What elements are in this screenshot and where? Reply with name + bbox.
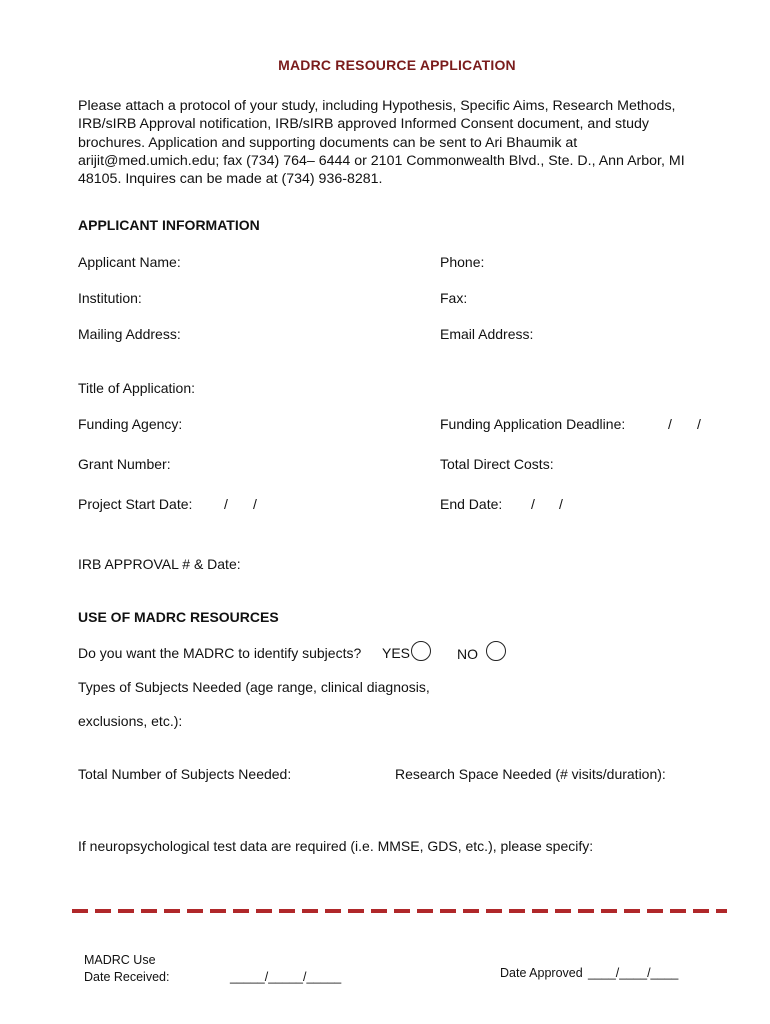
resources-heading: USE OF MADRC RESOURCES (78, 609, 279, 625)
email-address-label: Email Address: (440, 326, 534, 342)
fax-label: Fax: (440, 290, 468, 306)
date-slash: / (668, 416, 672, 432)
section-divider (72, 909, 727, 913)
direct-costs-label: Total Direct Costs: (440, 456, 554, 472)
madrc-use-label: MADRC Use (84, 953, 156, 967)
funding-agency-label: Funding Agency: (78, 416, 183, 432)
identify-subjects-question: Do you want the MADRC to identify subjects? (78, 645, 362, 661)
project-start-date-label: Project Start Date: (78, 496, 193, 512)
applicant-name-label: Applicant Name: (78, 254, 181, 270)
total-subjects-label: Total Number of Subjects Needed: (78, 766, 292, 782)
applicant-heading: APPLICANT INFORMATION (78, 217, 260, 233)
date-approved-label: Date Approved (500, 966, 583, 980)
mailing-address-label: Mailing Address: (78, 326, 181, 342)
institution-label: Institution: (78, 290, 142, 306)
subject-types-label: Types of Subjects Needed (age range, clinical diagnosis, (78, 679, 430, 695)
date-received-blank: _____/_____/_____ (230, 970, 342, 984)
end-date-label: End Date: (440, 496, 503, 512)
no-label: NO (457, 646, 478, 662)
date-received-label: Date Received: (84, 970, 170, 984)
irb-approval-label: IRB APPROVAL # & Date: (78, 556, 241, 572)
intro-paragraph: Please attach a protocol of your study, including Hypothesis, Specific Aims, Research Methods, IRB/sIRB Approval notification, IRB/sIRB approved Informed Consent document, and study brochures. Application and supporting documents can be sent to Ari Bhaumik at arijit@med.umich.edu; fax (734) 764– 6444 or 2101 Commonwealth Blvd., Ste. D., Ann Arbor, MI 48105. Inquires can be made at (734) 936-8281. (78, 98, 685, 188)
funding-deadline-label: Funding Application Deadline: (440, 416, 626, 432)
date-slash: / (224, 496, 228, 512)
application-title-label: Title of Application: (78, 380, 195, 396)
research-space-label: Research Space Needed (# visits/duration): (395, 766, 666, 782)
yes-label: YES (382, 645, 411, 661)
subject-types-label-continued: exclusions, etc.): (78, 713, 183, 729)
date-slash: / (697, 416, 701, 432)
date-slash: / (531, 496, 535, 512)
neuropsych-data-label: If neuropsychological test data are required (i.e. MMSE, GDS, etc.), please specify: (78, 838, 594, 854)
grant-number-label: Grant Number: (78, 456, 171, 472)
phone-label: Phone: (440, 254, 485, 270)
yes-radio[interactable] (411, 641, 431, 661)
date-approved-blank: ____/____/____ (588, 966, 679, 980)
page-title: MADRC RESOURCE APPLICATION (278, 57, 516, 73)
no-radio[interactable] (486, 641, 506, 661)
date-slash: / (253, 496, 257, 512)
date-slash: / (559, 496, 563, 512)
